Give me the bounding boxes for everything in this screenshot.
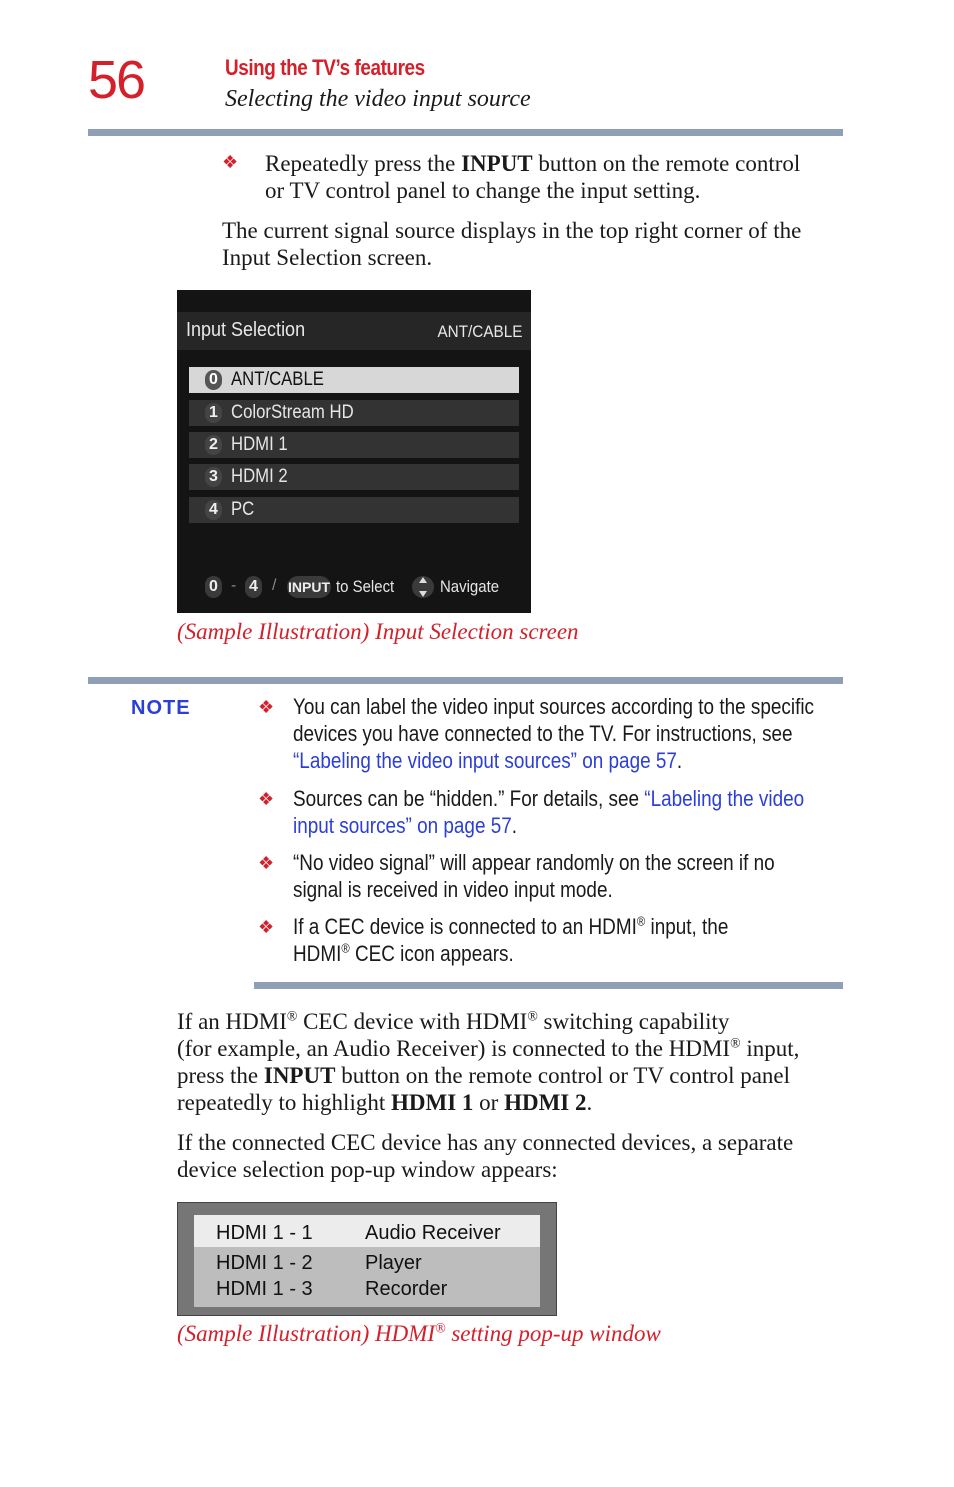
input-key-icon: INPUT: [287, 576, 331, 598]
popup-row-id[interactable]: HDMI 1 - 2: [216, 1252, 313, 1274]
bullet-icon: ❖: [258, 853, 275, 873]
note-top-rule: [88, 677, 843, 684]
input-label: HDMI 1: [231, 434, 288, 455]
input-number: 4: [205, 500, 222, 520]
input-item-ant-cable[interactable]: [189, 367, 519, 393]
input-label: PC: [231, 499, 255, 520]
current-source: ANT/CABLE: [436, 322, 522, 341]
caption-hdmi-popup: (Sample Illustration) HDMI® setting pop-up window: [177, 1320, 661, 1346]
screen-title: Input Selection: [186, 319, 306, 341]
input-selection-screen: [177, 290, 531, 613]
bullet-icon: ❖: [258, 917, 275, 937]
input-item-hdmi-2[interactable]: [189, 464, 519, 490]
bullet-icon: ❖: [258, 697, 275, 717]
caption-input-selection: (Sample Illustration) Input Selection screen: [177, 619, 579, 644]
bullet-icon: ❖: [222, 152, 239, 172]
input-item-hdmi-1[interactable]: [189, 432, 519, 458]
note-item-no-video-signal: “No video signal” will appear randomly on the screen if no signal is received in video input mode.: [293, 850, 775, 902]
key-4-icon: 4: [245, 576, 262, 598]
note-item-label-sources: You can label the video input sources according to the specific devices you have connected to the TV. For instructions, see “Labeling the video input sources” on page 57.: [293, 694, 814, 773]
paragraph-popup: If the connected CEC device has any connected devices, a separate device selection pop-up window appears:: [177, 1130, 794, 1182]
header-rule: [88, 129, 843, 136]
note-item-cec-icon: If a CEC device is connected to an HDMI® input, the HDMI® CEC icon appears.: [293, 913, 729, 966]
page-number: 56: [88, 50, 145, 110]
link-labeling-sources[interactable]: “Labeling the video input sources” on page 57: [293, 748, 677, 773]
section-title: Selecting the video input source: [225, 86, 531, 112]
step-text: Repeatedly press the INPUT button on the remote control or TV control panel to change the input setting.: [265, 151, 801, 203]
input-number: 3: [205, 467, 222, 487]
link-labeling-sources-2b[interactable]: input sources” on page 57: [293, 813, 512, 838]
popup-row-name[interactable]: Audio Receiver: [365, 1222, 501, 1244]
input-label: ANT/CABLE: [231, 369, 324, 390]
hdmi-popup-window: [177, 1202, 557, 1316]
popup-row-name[interactable]: Recorder: [365, 1278, 448, 1300]
bullet-icon: ❖: [258, 789, 275, 809]
popup-row-name[interactable]: Player: [365, 1252, 422, 1274]
chapter-title: Using the TV’s features: [225, 55, 425, 80]
input-number: 0: [205, 370, 222, 390]
popup-row-id[interactable]: HDMI 1 - 3: [216, 1278, 313, 1300]
paragraph-hdmi-cec: If an HDMI® CEC device with HDMI® switching capability (for example, an Audio Receiver) is connected to the HDMI® input, press the INPUT button on the remote control or TV control panel repeatedly to highlight HDMI 1 or HDMI 2.: [177, 1008, 800, 1115]
popup-list: [194, 1215, 540, 1307]
input-label: HDMI 2: [231, 466, 288, 487]
footer-navigate-text: Navigate: [440, 577, 500, 596]
popup-row-id[interactable]: HDMI 1 - 1: [216, 1222, 313, 1244]
input-item-pc[interactable]: [189, 497, 519, 523]
footer-slash: /: [272, 577, 277, 594]
input-number: 2: [205, 435, 222, 455]
input-item-colorstream-hd[interactable]: [189, 400, 519, 426]
navigate-arrows-icon: [411, 572, 435, 602]
input-number: 1: [205, 403, 222, 423]
note-label: NOTE: [131, 697, 191, 719]
footer-select-text: to Select: [336, 577, 395, 596]
note-item-hidden-sources: Sources can be “hidden.” For details, see “Labeling the video input sources” on page 57.: [293, 786, 805, 838]
footer-dash: -: [231, 577, 237, 594]
input-label: ColorStream HD: [231, 402, 354, 423]
key-0-icon: 0: [205, 576, 222, 598]
link-labeling-sources-2a[interactable]: “Labeling the video: [644, 786, 805, 811]
note-bottom-rule: [254, 982, 843, 989]
paragraph-signal-source: The current signal source displays in the top right corner of the Input Selection screen.: [222, 218, 802, 270]
